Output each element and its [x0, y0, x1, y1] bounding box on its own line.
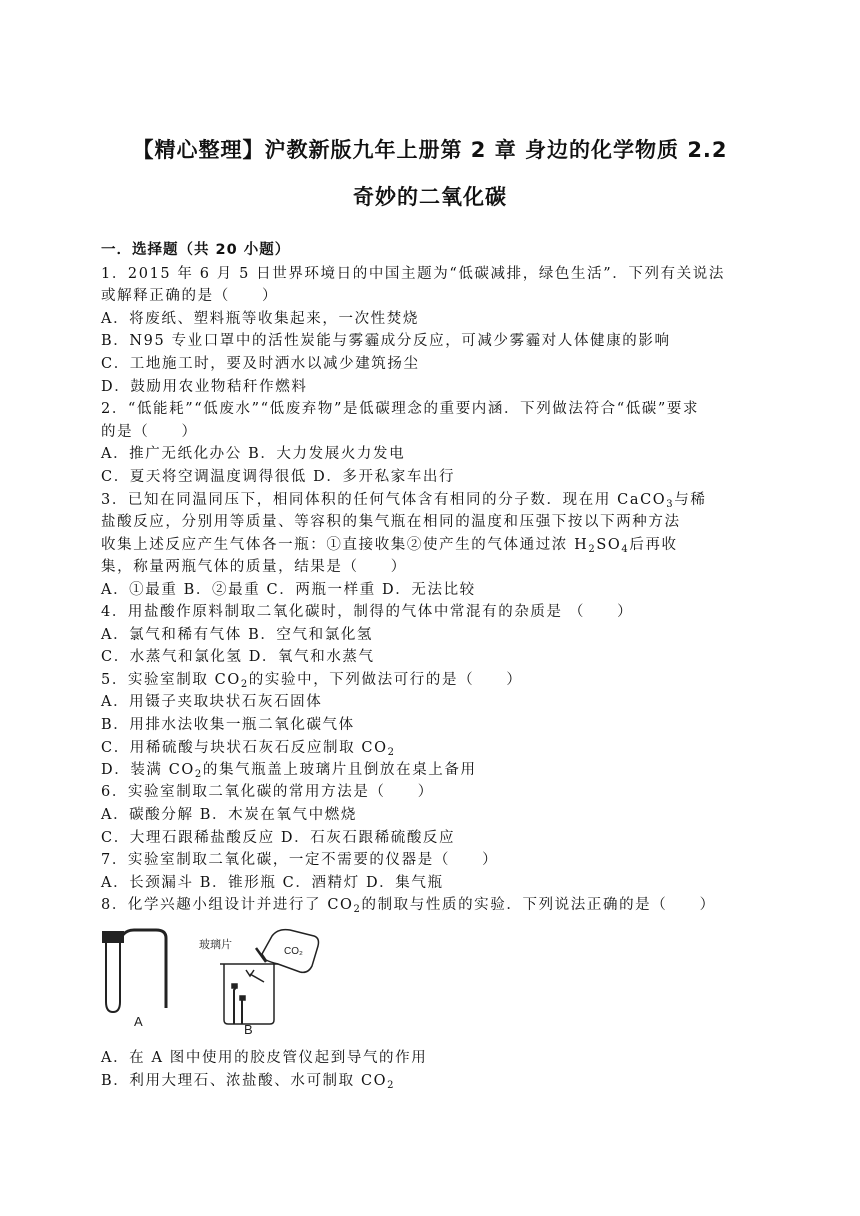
options: A．长颈漏斗 B．锥形瓶 C．酒精灯 D．集气瓶 — [101, 875, 444, 891]
question-stem: 或解释正确的是（ ） — [101, 288, 279, 304]
question-stem: 3．已知在同温同压下，相同体积的任何气体含有相同的分子数．现在用 CaCO$_3$与稀 — [101, 492, 707, 510]
question-stem: 4．用盐酸作原料制取二氧化碳时，制得的气体中常混有的杂质是 （ ） — [101, 604, 634, 620]
options-ab: A．氯气和稀有气体 B．空气和氯化氢 — [101, 627, 374, 643]
experiment-figure — [100, 924, 340, 1036]
question-stem: 盐酸反应，分别用等质量、等容积的集气瓶在相同的温度和压强下按以下两种方法 — [101, 514, 681, 530]
options-cd: C．夏天将空调温度调得很低 D．多开私家车出行 — [101, 469, 456, 485]
figure-label-co2: CO₂ — [284, 946, 303, 957]
option-c: C．工地施工时，要及时洒水以减少建筑扬尘 — [101, 356, 420, 372]
question-stem: 1．2015 年 6 月 5 日世界环境日的中国主题为“低碳减排，绿色生活”．下列有关说法 — [101, 266, 725, 282]
section-heading: 一．选择题（共 20 小题） — [101, 242, 291, 258]
options-ab: A．推广无纸化办公 B．大力发展火力发电 — [101, 446, 406, 462]
option-c: C．用稀硫酸与块状石灰石反应制取 $CO_2$ — [101, 740, 396, 758]
title-line-1: 【精心整理】沪教新版九年上册第 2 章 身边的化学物质 2.2 — [132, 138, 728, 162]
figure-label-a: A — [134, 1014, 143, 1029]
option-a: A．将废纸、塑料瓶等收集起来，一次性焚烧 — [101, 311, 419, 327]
figure-label-b: B — [244, 1022, 253, 1036]
option-a: A．在 A 图中使用的胶皮管仪起到导气的作用 — [101, 1050, 428, 1066]
option-d: D．鼓励用农业物秸秆作燃料 — [101, 379, 308, 395]
figure-label-glass: 玻璃片 — [199, 939, 232, 951]
options: A．①最重 B．②最重 C．两瓶一样重 D．无法比较 — [101, 582, 476, 598]
question-stem: 收集上述反应产生气体各一瓶：①直接收集②使产生的气体通过浓 $H_2SO_4$后再收 — [101, 537, 678, 555]
option-b: B．利用大理石、浓盐酸、水可制取 $CO_2$ — [101, 1073, 396, 1091]
option-b: B．用排水法收集一瓶二氧化碳气体 — [101, 717, 355, 733]
option-a: A．用镊子夹取块状石灰石固体 — [101, 694, 323, 710]
options-cd: C．水蒸气和氯化氢 D．氧气和水蒸气 — [101, 649, 375, 665]
question-stem: 8．化学兴趣小组设计并进行了 $CO_2$的制取与性质的实验．下列说法正确的是（ ） — [101, 897, 716, 915]
question-stem: 2．“低能耗”“低废水”“低废弃物”是低碳理念的重要内涵．下列做法符合“低碳”要求 — [101, 401, 700, 417]
question-stem: 的是（ ） — [101, 424, 198, 440]
question-stem: 5．实验室制取 $CO_2$的实验中，下列做法可行的是（ ） — [101, 672, 523, 690]
title-line-2: 奇妙的二氧化碳 — [353, 185, 507, 209]
question-stem: 7．实验室制取二氧化碳，一定不需要的仪器是（ ） — [101, 852, 499, 868]
option-b: B．N95 专业口罩中的活性炭能与雾霾成分反应，可减少雾霾对人体健康的影响 — [101, 333, 671, 349]
options-ab: A．碳酸分解 B．木炭在氧气中燃烧 — [101, 807, 357, 823]
option-d: D．装满 $CO_2$的集气瓶盖上玻璃片且倒放在桌上备用 — [101, 762, 477, 780]
figure-a-test-tube — [103, 930, 166, 1012]
question-stem: 集，称量两瓶气体的质量，结果是（ ） — [101, 559, 407, 575]
options-cd: C．大理石跟稀盐酸反应 D．石灰石跟稀硫酸反应 — [101, 830, 456, 846]
question-stem: 6．实验室制取二氧化碳的常用方法是（ ） — [101, 784, 434, 800]
figure-b-beaker — [220, 964, 278, 1024]
